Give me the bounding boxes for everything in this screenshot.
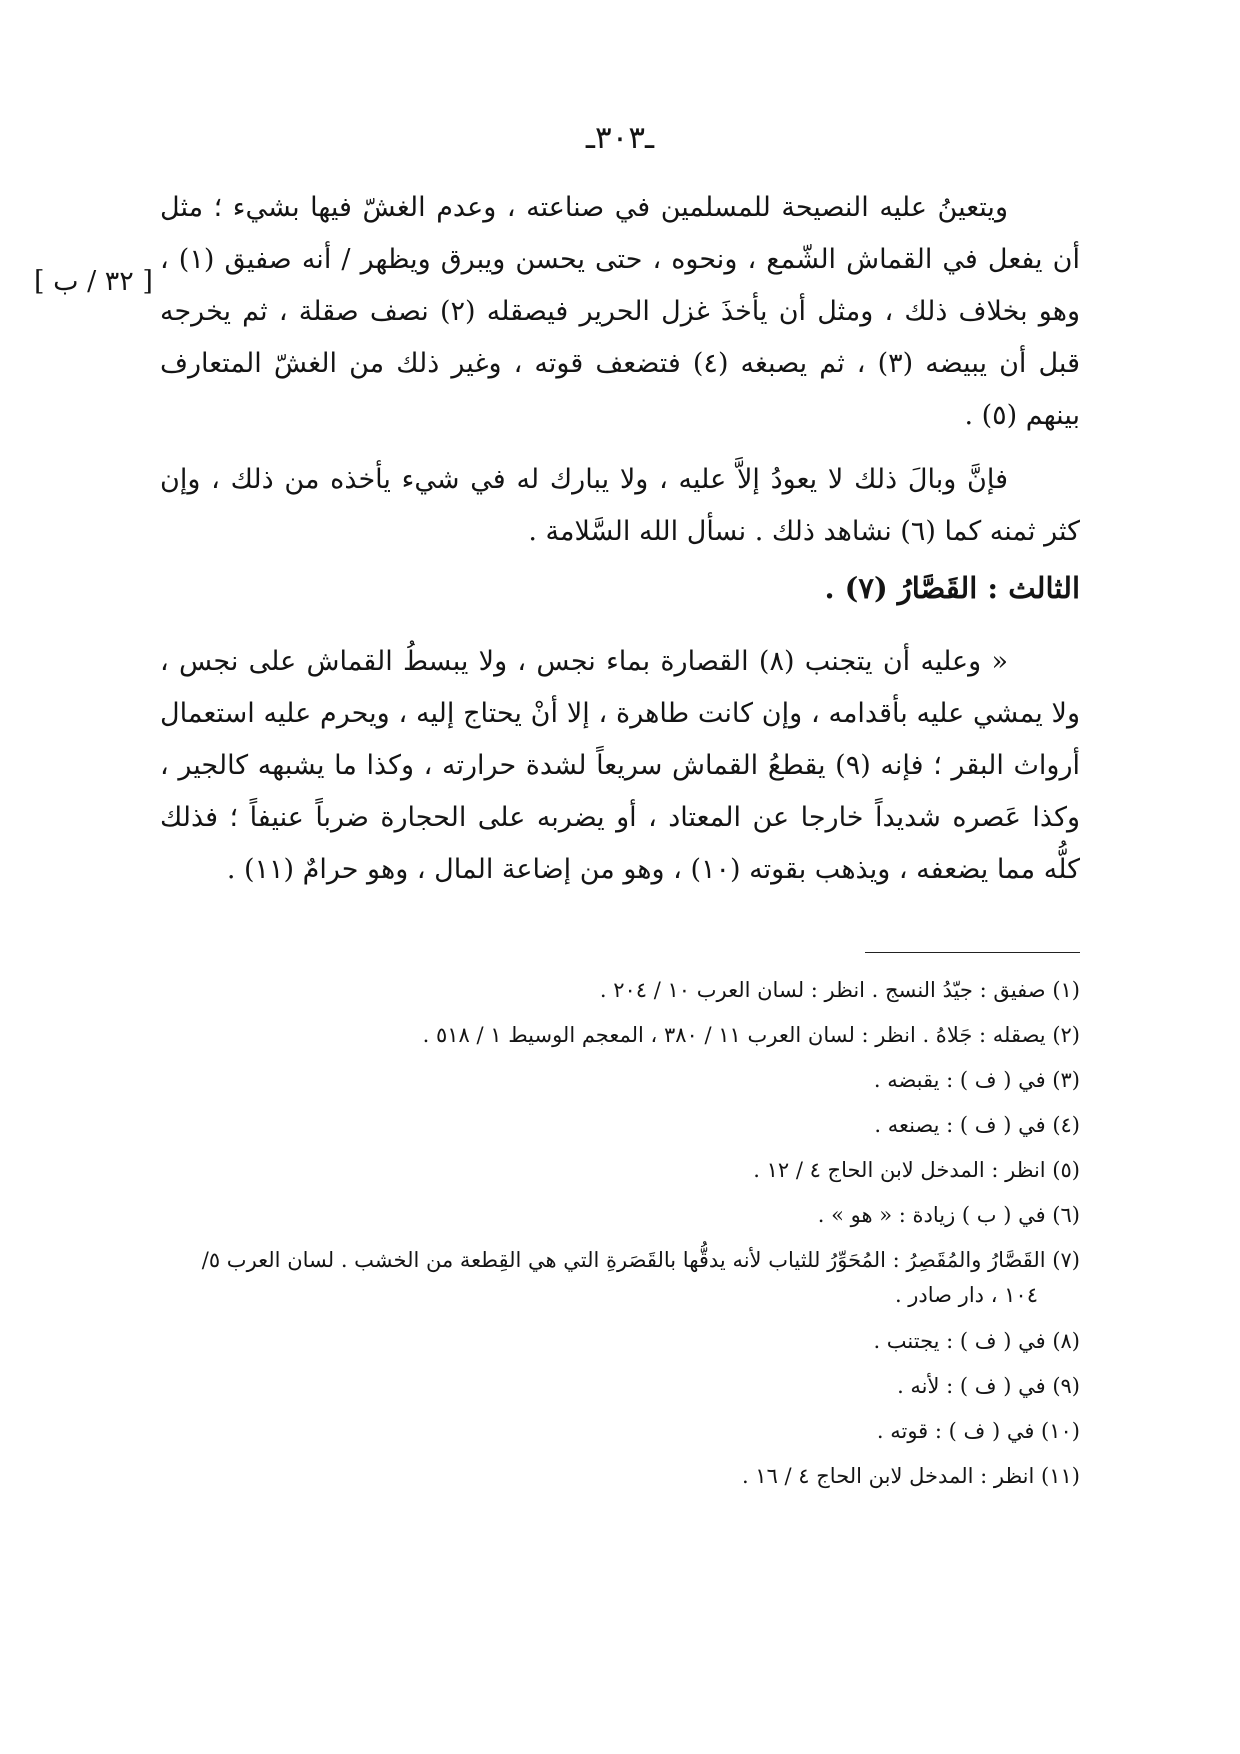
section-heading: الثالث : القَصَّارُ (٧) .	[824, 571, 1080, 605]
margin-folio-reference: [ ٣٢ / ب ]	[34, 266, 153, 297]
footnote: (١٠) في ( ف ) : قوته .	[876, 1419, 1080, 1443]
paragraph: « وعليه أن يتجنب (٨) القصارة بماء نجس ، ولا يبسطُ القماش على نجس ، ولا يمشي عليه بأقدامه ، وإن كانت طاهرة ، إلا أنْ يحتاج إليه ، ويحرم عليه استعمال أرواث البقر ؛ فإنه (٩) يقطعُ القماش سريعاً لشدة حرارته ، وكذا ما يشبهه كالجير ، وكذا عَصره شديداً خارجا عن المعتاد ، أو يضربه على الحجارة ضرباً عنيفاً ؛ فذلك كلُّه مما يضعفه ، ويذهب بقوته (١٠) ، وهو من إضاعة المال ، وهو حرامٌ (١١) .	[160, 646, 1080, 885]
footnote: (١) صفيق : جيّدُ النسج . انظر : لسان العرب ١٠ / ٢٠٤ .	[599, 978, 1080, 1002]
footnotes	[140, 968, 1080, 1499]
footnote: (٦) في ( ب ) زيادة : « هو » .	[817, 1203, 1080, 1227]
paragraph: فإنَّ وبالَ ذلك لا يعودُ إلاَّ عليه ، ولا يبارك له في شيء يأخذه من ذلك ، وإن كثر ثمنه كما (٦) نشاهد ذلك . نسأل الله السَّلامة .	[160, 464, 1080, 547]
footnote: (٢) يصقله : جَلاهُ . انظر : لسان العرب ١١ / ٣٨٠ ، المعجم الوسيط ١ / ٥١٨ .	[422, 1023, 1080, 1047]
footnote: (٣) في ( ف ) : يقبضه .	[873, 1068, 1080, 1092]
footnote: (٥) انظر : المدخل لابن الحاج ٤ / ١٢ .	[753, 1158, 1080, 1182]
footnote: (٧) القَصَّارُ والمُقَصِرُ : المُحَوِّرُ للثياب لأنه يدقُّها بالقَصَرةِ التي هي القِطعة من الخشب . لسان العرب ٥/	[201, 1248, 1080, 1272]
footnote-separator	[865, 952, 1080, 953]
page-number: ـ٣٠٣ـ	[585, 120, 655, 156]
footnote: (٩) في ( ف ) : لأنه .	[897, 1374, 1080, 1398]
footnote: (١١) انظر : المدخل لابن الحاج ٤ / ١٦ .	[741, 1464, 1080, 1488]
footnote: (٤) في ( ف ) : يصنعه .	[874, 1113, 1080, 1137]
footnote: (٨) في ( ف ) : يجتنب .	[873, 1329, 1080, 1353]
main-text	[160, 182, 1080, 908]
paragraph: ويتعينُ عليه النصيحة للمسلمين في صناعته ، وعدم الغشّ فيها بشيء ؛ مثل أن يفعل في القماش الشّمع ، ونحوه ، حتى يحسن ويبرق ويظهر / أنه صفيق (١) ، وهو بخلاف ذلك ، ومثل أن يأخذَ غزل الحرير فيصقله (٢) نصف صقلة ، ثم يخرجه قبل أن يبيضه (٣) ، ثم يصبغه (٤) فتضعف قوته ، وغير ذلك من الغشّ المتعارف بينهم (٥) .	[160, 192, 1080, 431]
footnote-continuation: ١٠٤ ، دار صادر .	[894, 1283, 1038, 1307]
